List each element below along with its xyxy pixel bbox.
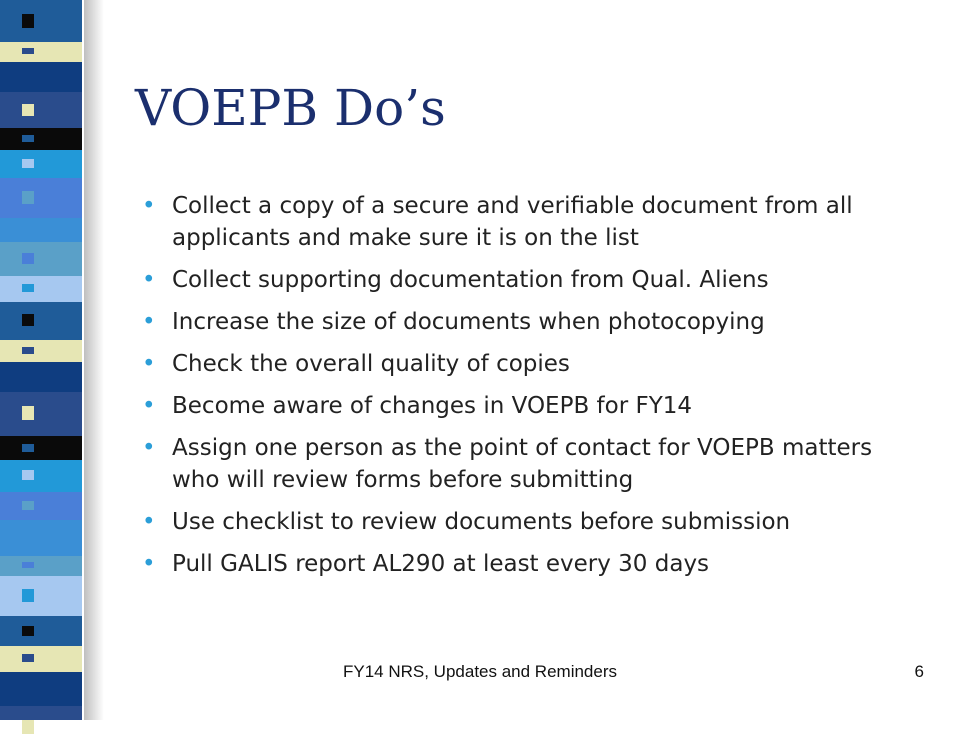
stripe-accent	[22, 48, 34, 54]
stripe-segment	[0, 62, 82, 92]
stripe-accent	[22, 562, 34, 568]
stripe-segment	[0, 492, 82, 520]
bullet-item	[138, 506, 918, 538]
stripe-segment	[0, 460, 82, 492]
stripe-accent	[22, 720, 34, 734]
stripe-segment	[0, 340, 82, 362]
bullet-text: Increase the size of documents when photocopying	[172, 309, 765, 335]
bullet-item	[138, 390, 918, 422]
stripe-accent	[22, 284, 34, 292]
bullet-item	[138, 548, 918, 580]
stripe-segment	[0, 392, 82, 436]
stripe-segment	[0, 178, 82, 218]
stripe-accent	[22, 532, 34, 544]
bullet-icon: •	[142, 551, 156, 577]
stripe-segment	[0, 0, 82, 42]
stripe-segment	[0, 616, 82, 646]
bullet-icon: •	[142, 309, 156, 335]
footer-text: FY14 NRS, Updates and Reminders	[342, 662, 618, 681]
bullet-text: Pull GALIS report AL290 at least every 30 days	[172, 551, 710, 577]
stripe-accent	[22, 191, 34, 204]
bullet-icon: •	[142, 435, 156, 461]
stripe-accent	[22, 104, 34, 116]
bullet-item	[138, 432, 918, 496]
bullet-icon: •	[142, 351, 156, 377]
bullet-icon: •	[142, 193, 156, 219]
bullet-list	[138, 190, 918, 590]
stripe-accent	[22, 589, 34, 602]
stripe-segment	[0, 576, 82, 616]
bullet-icon: •	[142, 267, 156, 293]
bullet-icon: •	[142, 393, 156, 419]
stripe-segment	[0, 92, 82, 128]
stripe-segment	[0, 520, 82, 556]
stripe-segment	[0, 150, 82, 178]
stripe-accent	[22, 470, 34, 480]
stripe-accent	[22, 501, 34, 510]
slide-title: VOEPB Do’s	[135, 79, 446, 137]
bullet-item	[138, 306, 918, 338]
bullet-text: Check the overall quality of copies	[172, 351, 570, 377]
stripe-accent	[22, 654, 34, 662]
stripe-segment	[0, 436, 82, 460]
stripe-segment	[0, 128, 82, 150]
bullet-icon: •	[142, 509, 156, 535]
stripe-segment	[0, 362, 82, 392]
bullet-item	[138, 348, 918, 380]
decorative-stripe-bar	[0, 0, 96, 720]
stripe-accent	[22, 372, 34, 382]
bullet-text: Collect supporting documentation from Qual. Aliens	[172, 267, 769, 293]
bullet-text: Collect a copy of a secure and verifiable document from all applicants and make sure it is on the list	[172, 193, 853, 251]
bullet-text: Assign one person as the point of contact for VOEPB matters who will review forms before submitting	[172, 435, 873, 493]
stripe-segment	[0, 42, 82, 62]
stripe-accent	[22, 14, 34, 28]
stripe-segment	[0, 706, 82, 720]
stripe-accent	[22, 406, 34, 420]
stripe-bar-shadow	[84, 0, 104, 720]
bullet-text: Become aware of changes in VOEPB for FY14	[172, 393, 693, 419]
stripe-accent	[22, 226, 34, 234]
stripe-accent	[22, 72, 34, 82]
stripe-segment	[0, 218, 82, 242]
stripe-segment	[0, 556, 82, 576]
bullet-item	[138, 190, 918, 254]
page-number: 6	[914, 662, 924, 681]
stripe-accent	[22, 626, 34, 636]
stripe-accent	[22, 159, 34, 168]
bullet-item	[138, 264, 918, 296]
stripe-accent	[22, 444, 34, 452]
stripe-segment	[0, 302, 82, 340]
stripe-accent	[22, 253, 34, 264]
stripe-segment	[0, 242, 82, 276]
bullet-text: Use checklist to review documents before submission	[172, 509, 791, 535]
stripe-segment	[0, 276, 82, 302]
stripe-accent	[22, 135, 34, 142]
stripe-accent	[22, 347, 34, 354]
stripe-accent	[22, 314, 34, 326]
stripe-accent	[22, 683, 34, 694]
